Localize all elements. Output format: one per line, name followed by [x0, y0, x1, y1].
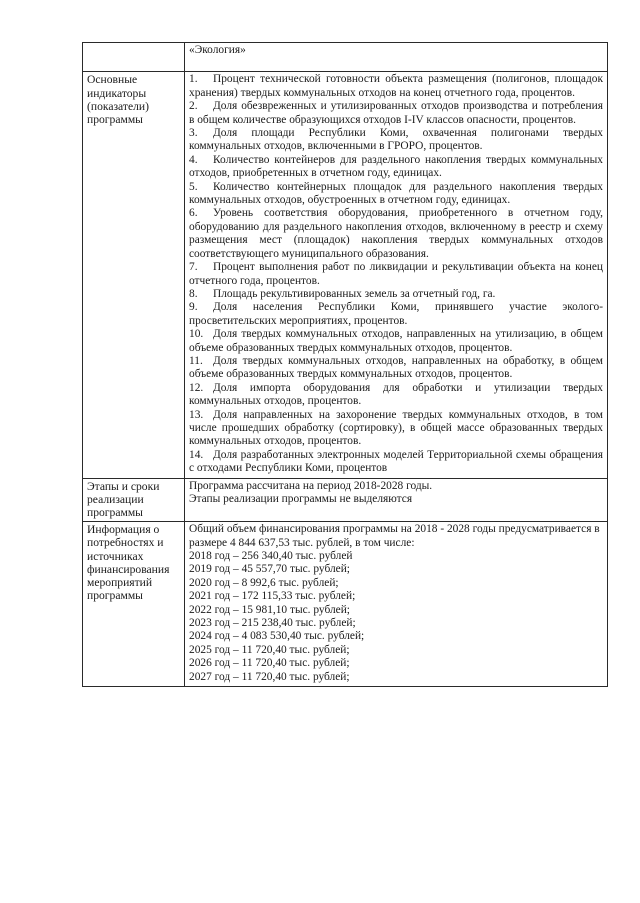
indicator-item — [189, 73, 603, 100]
indicator-text: Доля направленных на захоронение твердых коммунальных отходов, в том числе прошедших обработку (сортировку), в общей массе образованных твердых коммунальных отходов, процентов. — [189, 408, 603, 448]
indicator-number: 10. — [189, 328, 204, 341]
indicator-item — [189, 261, 603, 288]
indicator-number: 3. — [189, 127, 198, 140]
table-row — [83, 43, 608, 72]
finance-year-line: 2018 год – 256 340,40 тыс. рублей — [189, 550, 353, 563]
finance-year-line: 2025 год – 11 720,40 тыс. рублей; — [189, 643, 350, 656]
indicator-item — [189, 127, 603, 154]
finance-year-line: 2022 год – 15 981,10 тыс. рублей; — [189, 603, 350, 616]
finance-year-line: 2023 год – 215 238,40 тыс. рублей; — [189, 617, 356, 630]
program-name: «Экология» — [189, 44, 246, 56]
stages-cell — [185, 478, 608, 522]
indicator-item — [189, 154, 603, 181]
indicator-number: 7. — [189, 261, 198, 274]
finance-year-line: 2021 год – 172 115,33 тыс. рублей; — [189, 590, 356, 603]
indicator-item — [189, 449, 603, 476]
indicator-item — [189, 328, 603, 355]
table-row — [83, 522, 608, 687]
indicator-text: Доля твердых коммунальных отходов, направленных на утилизацию, в общем объеме образованных твердых коммунальных отходов, процентов. — [189, 328, 603, 354]
indicator-text: Уровень соответствия оборудования, приобретенного в отчетном году, оборудованию для раздельного накопления отходов, включенному в реестр и схему размещения мест (площадок) накопления твердых коммунальных отходов соответствующего муниципального образования. — [189, 207, 603, 260]
indicator-number: 9. — [189, 301, 198, 314]
indicator-item — [189, 355, 603, 382]
table-row — [83, 72, 608, 478]
program-name-cell — [185, 43, 608, 72]
indicator-number: 12. — [189, 381, 204, 394]
finance-cell — [185, 522, 608, 687]
indicator-number: 1. — [189, 73, 198, 86]
indicator-number: 5. — [189, 180, 198, 193]
indicator-number: 8. — [189, 287, 198, 300]
indicator-number: 11. — [189, 354, 203, 367]
finance-year-line: 2019 год – 45 557,70 тыс. рублей; — [189, 563, 350, 576]
indicator-text: Доля площади Республики Коми, охваченная полигонами твердых коммунальных отходов, включенными в ГРОРО, процентов. — [189, 127, 603, 153]
finance-year-line: 2020 год – 8 992,6 тыс. рублей; — [189, 576, 339, 589]
finance-year-line: 2026 год – 11 720,40 тыс. рублей; — [189, 657, 350, 670]
stages-line-1: Программа рассчитана на период 2018-2028 годы. — [189, 479, 433, 492]
indicator-item — [189, 409, 603, 449]
indicator-text: Доля обезвреженных и утилизированных отходов производства и потребления в общем количестве образующихся отходов I-IV классов опасности, процентов. — [189, 100, 603, 126]
indicator-text: Процент технической готовности объекта размещения (полигонов, площадок хранения) твердых коммунальных отходов на конец отчетного года, процентов. — [189, 73, 603, 99]
indicator-text: Доля импорта оборудования для обработки и утилизации твердых коммунальных отходов, процентов. — [189, 381, 603, 408]
indicator-item — [189, 382, 603, 409]
table-row — [83, 478, 608, 522]
indicator-item — [189, 207, 603, 261]
indicator-text: Площадь рекультивированных земель за отчетный год, га. — [213, 287, 496, 300]
indicator-number: 6. — [189, 207, 198, 220]
indicator-item — [189, 301, 603, 328]
indicator-text: Доля твердых коммунальных отходов, направленных на обработку, в общем объеме образованных твердых коммунальных отходов, процентов. — [189, 354, 603, 381]
indicator-text: Доля населения Республики Коми, принявшего участие эколого-просветительских мероприятиях, процентов. — [189, 301, 603, 327]
indicator-number: 13. — [189, 408, 204, 421]
finance-year-line: 2027 год – 11 720,40 тыс. рублей; — [189, 670, 350, 683]
finance-label: Информация о потребностях и источниках финансирования мероприятий программы — [83, 522, 185, 687]
indicator-text: Доля разработанных электронных моделей Территориальной схемы обращения с отходами Республики Коми, процентов — [189, 448, 603, 475]
indicator-number: 4. — [189, 153, 198, 166]
indicator-text: Количество контейнерных площадок для раздельного накопления твердых коммунальных отходов, обустроенных в отчетном году, единицах. — [189, 180, 603, 207]
stages-line-2: Этапы реализации программы не выделяются — [189, 493, 413, 505]
indicator-number: 2. — [189, 100, 198, 113]
indicators-label: Основные индикаторы (показатели) программы — [83, 72, 185, 478]
indicator-item — [189, 100, 603, 127]
indicator-number: 14. — [189, 448, 204, 461]
indicator-text: Количество контейнеров для раздельного накопления твердых коммунальных отходов, приобретенных в отчетном году, единицах. — [189, 153, 603, 180]
empty-label-cell — [83, 43, 185, 72]
indicators-list — [185, 72, 608, 478]
indicator-text: Процент выполнения работ по ликвидации и рекультивации объекта на конец отчетного года, процентов. — [189, 261, 603, 287]
finance-year-line: 2024 год – 4 083 530,40 тыс. рублей; — [189, 630, 365, 643]
program-passport-table — [82, 42, 608, 687]
finance-intro: Общий объем финансирования программы на 2018 - 2028 годы предусматривается в размере 4 844 637,53 тыс. рублей, в том числе: — [189, 523, 600, 549]
stages-label: Этапы и сроки реализации программы — [83, 478, 185, 522]
indicator-item — [189, 288, 603, 301]
indicator-item — [189, 181, 603, 208]
